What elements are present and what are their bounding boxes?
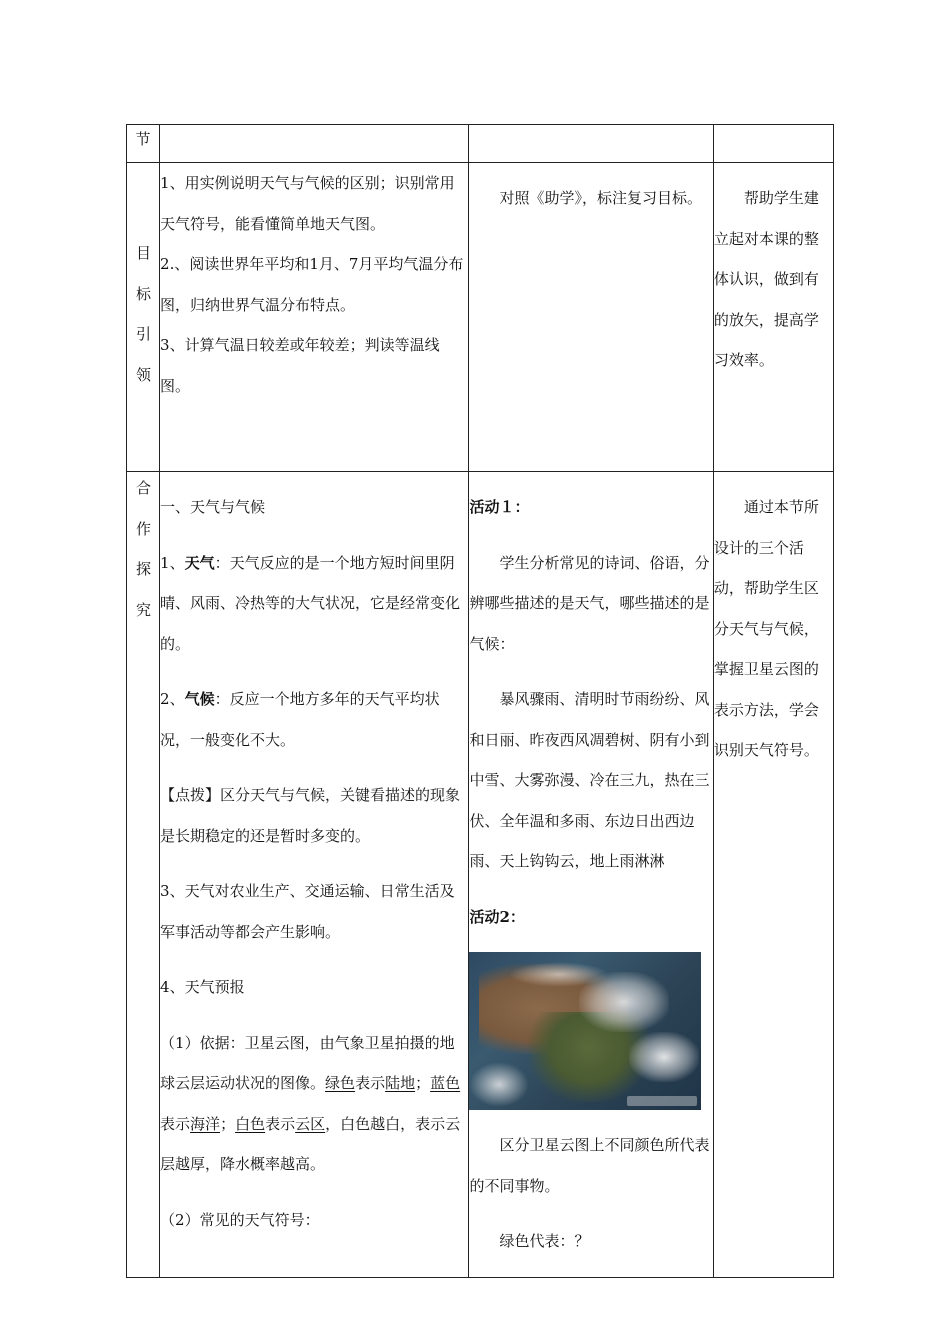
item-text: 表示 xyxy=(355,1074,386,1092)
item-prefix: 2、 xyxy=(160,690,185,708)
content-item xyxy=(160,1023,468,1185)
section-heading: 一、天气与气候 xyxy=(160,498,266,516)
label-char: 领 xyxy=(135,365,151,384)
term-climate: 气候 xyxy=(184,690,215,708)
item-text: ：天气反应的是一个地方短时间里阴晴、风雨、冷热等的大气状况，它是经常变化的。 xyxy=(160,553,461,653)
activity-list: 暴风骤雨、清明时节雨纷纷、风和日丽、昨夜西风凋碧树、阴有小到中雪、大雾弥漫、冷在三九，热在三伏、全年温和多雨、东边日出西边雨、天上钩钩云，地上雨淋淋 xyxy=(469,690,710,870)
content-cell xyxy=(160,472,469,1278)
underlined-term: 白色 xyxy=(235,1114,266,1133)
objectives-cell xyxy=(160,163,469,472)
section-label-vertical xyxy=(126,233,161,395)
item-text: ：反应一个地方多年的天气平均状况，一般变化不大。 xyxy=(160,690,440,749)
empty-cell xyxy=(160,125,469,163)
section-label-cell xyxy=(127,125,160,163)
underlined-term: 陆地 xyxy=(385,1074,416,1092)
table-row xyxy=(127,163,834,472)
student-activity-text: 对照《助学》，标注复习目标。 xyxy=(499,189,702,207)
underlined-term: 蓝色 xyxy=(430,1074,461,1092)
activity-question: 绿色代表：？ xyxy=(499,1232,590,1250)
item-text: ； xyxy=(415,1074,431,1092)
underlined-term: 云区 xyxy=(295,1114,326,1133)
item-text: ，白色越白，表示云层越厚，降水概率越高。 xyxy=(160,1114,461,1173)
table-row xyxy=(127,472,834,1278)
design-intent-text: 帮助学生建立起对本课的整体认识，做到有的放矢，提高学习效率。 xyxy=(713,189,819,369)
label-char: 探 xyxy=(135,560,151,578)
activity-text: 学生分析常见的诗词、俗语，分辨哪些描述的是天气，哪些描述的是气候： xyxy=(469,553,710,653)
activity-title xyxy=(469,897,712,938)
activity-text: 区分卫星云图上不同颜色所代表的不同事物。 xyxy=(469,1136,710,1195)
label-char: 作 xyxy=(135,519,151,538)
design-intent-cell xyxy=(713,472,833,1278)
design-intent-cell xyxy=(713,163,833,472)
section-label: 节 xyxy=(135,130,151,148)
empty-cell xyxy=(713,125,833,163)
activity-1-title: 活动１： xyxy=(469,498,530,516)
content-item xyxy=(160,679,468,760)
label-char: 究 xyxy=(135,600,151,619)
underlined-term: 海洋 xyxy=(190,1114,221,1133)
item-prefix: 1、 xyxy=(160,553,185,572)
student-activity-cell xyxy=(469,163,713,472)
cloud-region xyxy=(629,1032,699,1082)
item-text: 表示 xyxy=(265,1114,296,1133)
content-item xyxy=(160,543,468,665)
label-char: 合 xyxy=(135,479,151,497)
student-activity-cell xyxy=(469,472,713,1278)
lesson-table xyxy=(126,124,834,1278)
label-char: 标 xyxy=(135,284,151,303)
activity-2-title: 活动2： xyxy=(469,907,525,926)
item-text: ； xyxy=(220,1114,236,1133)
empty-cell xyxy=(469,125,713,163)
item-text: 表示 xyxy=(160,1114,191,1133)
activity-title xyxy=(469,487,712,528)
table-row xyxy=(127,125,834,163)
cloud-region xyxy=(469,1062,529,1107)
content-item: 3、天气对农业生产、交通运输、日常生活及军事活动等都会产生影响。 xyxy=(160,882,455,941)
tip-text: 【点拨】区分天气与气候，关键看描述的现象是长期稳定的还是暂时多变的。 xyxy=(160,786,461,845)
design-intent-text: 通过本节所设计的三个活动，帮助学生区分天气与气候，掌握卫星云图的表示方法，学会识别天气符号。 xyxy=(713,498,819,759)
underlined-term: 绿色 xyxy=(325,1074,356,1092)
watermark xyxy=(627,1096,697,1106)
objective-item: 1、用实例说明天气与气候的区别；识别常用天气符号，能看懂简单地天气图。 xyxy=(160,174,455,233)
objective-item: 3、计算气温日较差或年较差；判读等温线图。 xyxy=(160,336,440,395)
label-char: 目 xyxy=(135,244,151,262)
satellite-cloud-image xyxy=(469,952,701,1110)
term-weather: 天气 xyxy=(184,553,215,572)
section-label-vertical xyxy=(126,468,161,630)
label-char: 引 xyxy=(135,325,151,343)
content-item: （2）常见的天气符号： xyxy=(160,1210,320,1229)
basis-text: （1）依据：卫星云图，由气象卫星拍摄的地球云层运动状况的图像。 xyxy=(160,1033,455,1092)
cloud-region xyxy=(579,972,669,1032)
objective-item: 2.、阅读世界年平均和1月、7月平均气温分布图，归纳世界气温分布特点。 xyxy=(160,255,464,314)
content-item: 4、天气预报 xyxy=(160,978,245,996)
